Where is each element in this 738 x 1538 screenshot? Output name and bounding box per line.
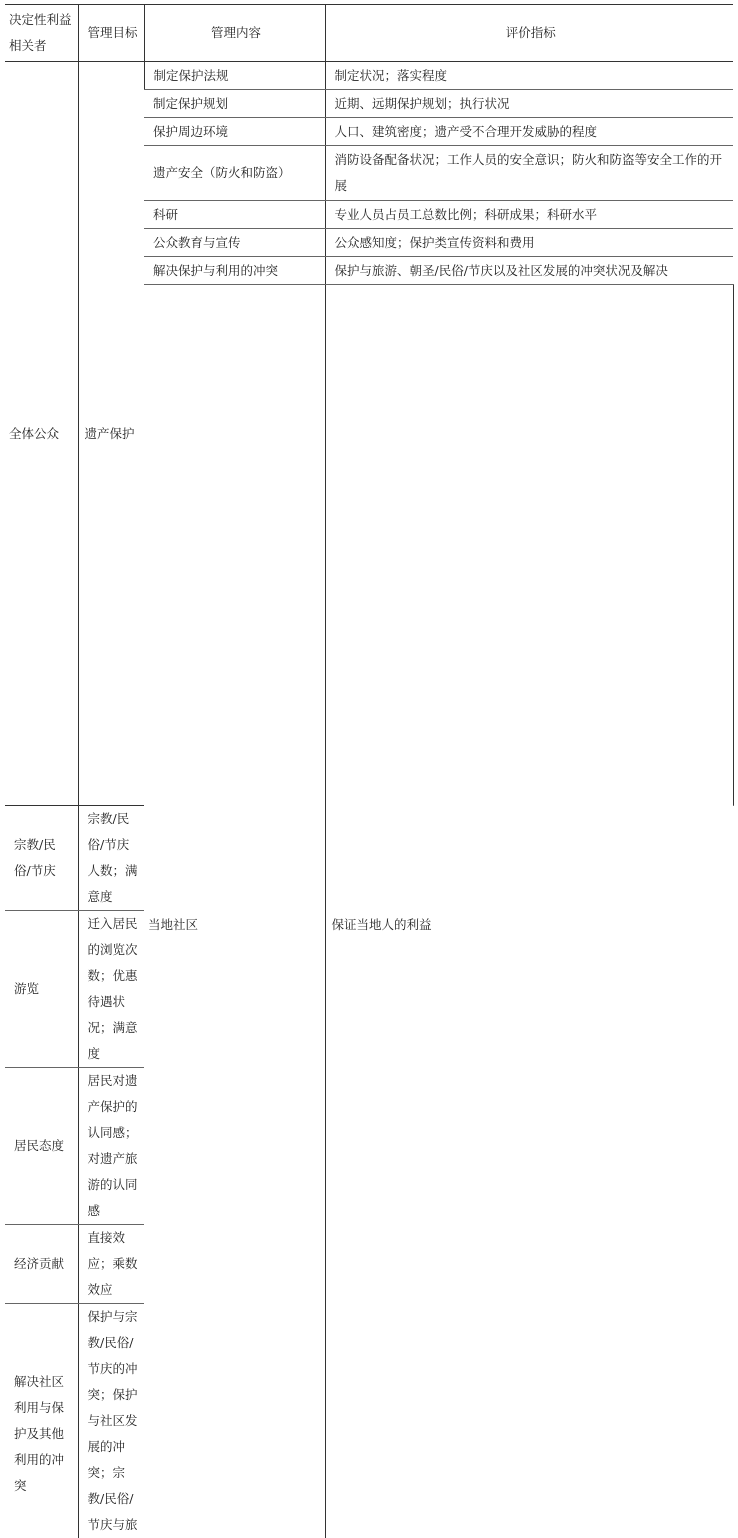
header-content: 管理内容 — [144, 5, 325, 62]
content-cell: 保护周边环境 — [144, 118, 325, 146]
table-row — [5, 62, 733, 90]
stakeholder-cell: 当地社区 — [144, 285, 325, 1538]
indicator-cell: 保护与宗教/民俗/节庆的冲突；保护与社区发展的冲突；宗教/民俗/节庆与旅 — [78, 1304, 144, 1538]
goal-cell: 遗产保护 — [78, 62, 144, 806]
content-cell: 制定保护规划 — [144, 90, 325, 118]
indicator-cell: 专业人员占员工总数比例；科研成果；科研水平 — [325, 201, 733, 229]
content-cell: 宗教/民俗/节庆 — [5, 806, 78, 911]
header-row — [5, 5, 733, 62]
stakeholder-cell: 全体公众 — [5, 62, 78, 806]
content-cell: 科研 — [144, 201, 325, 229]
indicator-cell: 公众感知度；保护类宣传资料和费用 — [325, 229, 733, 257]
stakeholder-management-table — [5, 4, 733, 1538]
content-cell: 公众教育与宣传 — [144, 229, 325, 257]
indicator-cell: 近期、远期保护规划；执行状况 — [325, 90, 733, 118]
indicator-cell: 消防设备配备状况；工作人员的安全意识；防火和防盗等安全工作的开展 — [325, 146, 733, 201]
goal-cell: 保证当地人的利益 — [325, 285, 733, 1538]
header-goal: 管理目标 — [78, 5, 144, 62]
header-indicator: 评价指标 — [325, 5, 733, 62]
content-cell: 遗产安全（防火和防盗） — [144, 146, 325, 201]
indicator-cell: 迁入居民的浏览次数；优惠待遇状况；满意度 — [78, 911, 144, 1068]
indicator-cell: 居民对遗产保护的认同感；对遗产旅游的认同感 — [78, 1068, 144, 1225]
indicator-cell: 人口、建筑密度；遗产受不合理开发威胁的程度 — [325, 118, 733, 146]
content-cell: 经济贡献 — [5, 1225, 78, 1304]
indicator-cell: 直接效应；乘数效应 — [78, 1225, 144, 1304]
content-cell: 居民态度 — [5, 1068, 78, 1225]
content-cell: 解决保护与利用的冲突 — [144, 257, 325, 285]
content-cell: 制定保护法规 — [144, 62, 325, 90]
indicator-cell: 保护与旅游、朝圣/民俗/节庆以及社区发展的冲突状况及解决 — [325, 257, 733, 285]
indicator-cell: 制定状况；落实程度 — [325, 62, 733, 90]
content-cell: 游览 — [5, 911, 78, 1068]
header-stakeholder: 决定性利益相关者 — [5, 5, 78, 62]
indicator-cell: 宗教/民俗/节庆人数；满意度 — [78, 806, 144, 911]
content-cell: 解决社区利用与保护及其他利用的冲突 — [5, 1304, 78, 1538]
